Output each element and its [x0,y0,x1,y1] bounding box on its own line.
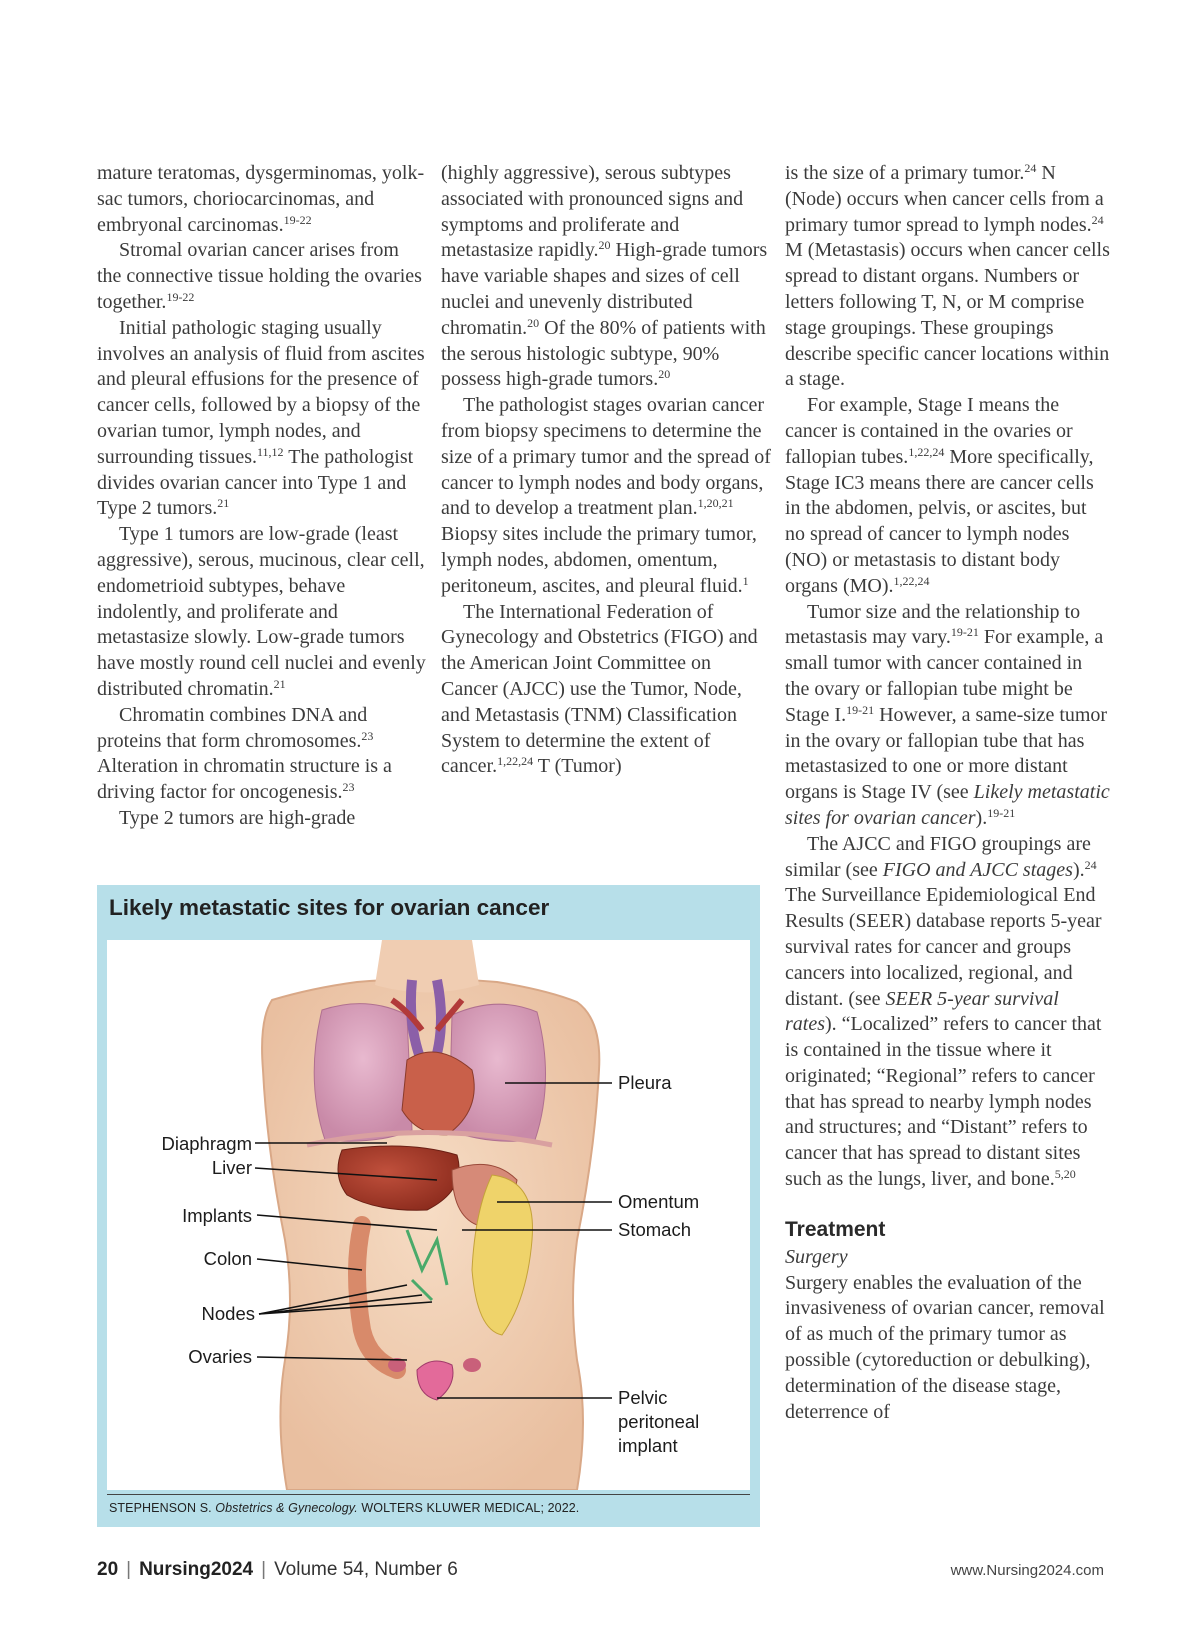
paragraph: Stromal ovarian cancer arises from the connective tissue holding the ovaries together.$^{19-22}$ [97,239,422,313]
paragraph: Initial pathologic staging usually involves an analysis of fluid from ascites and pleural effusions for the presence of cancer cells, followed by a biopsy of the ovarian tumor, lymph nodes, and surrounding tissues.$^{11,12}$ The pathologist divides ovarian cancer into Type 1 and Type 2 tumors.$^{21}$ [97,316,425,520]
label-pelvic-peritoneal-implant: Pelvic peritoneal implant [618,1387,700,1456]
label-pleura: Pleura [618,1072,672,1093]
journal-name: Nursing2024 [139,1559,254,1580]
table-reference: FIGO and AJCC stages [882,858,1073,881]
paragraph: The pathologist stages ovarian cancer from biopsy specimens to determine the size of a primary tumor and the spread of cancer to lymph nodes and body organs, and to develop a treatment plan.$^{1,20,21}$ Biopsy sites include the primary tumor, lymph nodes, abdomen, omentum, peritoneum, ascites, and pleural fluid.$^1$ [441,394,771,597]
label-implants: Implants [182,1205,252,1226]
ovary-right [463,1358,481,1372]
text-column-1 [97,161,427,832]
table-reference: SEER 5-year survival rates [785,987,1059,1036]
text-column-2 [441,161,771,780]
label-colon: Colon [203,1248,252,1269]
label-nodes: Nodes [201,1303,255,1324]
paragraph: Type 1 tumors are low-grade (least aggressive), serous, mucinous, clear cell, endometrioid subtypes, behave indolently, and proliferate and metastasize slowly. Low-grade tumors have mostly round cell nuclei and evenly distributed chromatin.$^{21}$ [97,523,426,700]
left-lung [314,1004,412,1142]
paragraph: (highly aggressive), serous subtypes associated with pronounced signs and symptoms and proliferate and metastasize rapidly.$^{20}$ High-grade tumors have variable shapes and sizes of cell nuclei and unevenly distributed chromatin.$^{20}$ Of the 80% of patients with the serous histologic subtype, 90% possess high-grade tumors.$^{20}$ [441,162,768,391]
paragraph: Tumor size and the relationship to metastasis may vary.$^{19-21}$ For example, a small tumor with cancer contained in the ovary or fallopian tube might be Stage I.$^{19-21}$ However, a same-size tumor in the ovary or fallopian tube that has metastasized to one or more distant organs is Stage IV (see Likely metastatic sites for ovarian cancer).$^{19-21}$ [785,600,1110,829]
figure-box [97,885,760,1527]
label-ovaries: Ovaries [188,1346,252,1367]
figure-illustration [107,940,750,1490]
paragraph: The AJCC and FIGO groupings are similar (see FIGO and AJCC stages).$^{24}$ The Surveillance Epidemiological End Results (SEER) database reports 5-year survival rates for cancer and groups cancers into localized, regional, and distant. (see SEER 5-year survival rates). “Localized” refers to cancer that is contained in the tissue where it originated; “Regional” refers to cancer that has spread to nearby lymph nodes and structures; and “Distant” refers to cancer that has spread to distant sites such as the lungs, liver, and bone.$^{5,20}$ [785,832,1102,1191]
neck [375,940,479,993]
section-heading: Treatment [785,1217,886,1241]
subheading: Surgery [785,1245,848,1268]
paragraph: mature teratomas, dysgerminomas, yolk-sac tumors, choriocarcinomas, and embryonal carcinomas.$^{19-22}$ [97,162,425,236]
label-stomach: Stomach [618,1219,692,1240]
figure-title: Likely metastatic sites for ovarian cancer [109,895,550,920]
label-diaphragm: Diaphragm [161,1133,252,1154]
paragraph: is the size of a primary tumor.$^{24}$ N (Node) occurs when cancer cells from a primary tumor spread to lymph nodes.$^{24}$ M (Metastasis) occurs when cancer cells spread to distant organs. Numbers or letters following T, N, or M comprise stage groupings. These groupings describe specific cancer locations within a stage. [785,161,1110,391]
journal-url[interactable]: www.Nursing2024.com [950,1562,1104,1579]
label-omentum: Omentum [618,1191,700,1212]
paragraph: Type 2 tumors are high-grade [119,806,356,829]
figure-reference: Likely metastatic sites for ovarian cancer [785,781,1110,829]
paragraph: The International Federation of Gynecology and Obstetrics (FIGO) and the American Joint Committee on Cancer (AJCC) use the Tumor, Node, and Metastasis (TNM) Classification System to determine the extent of cancer.$^{1,22,24}$ T (Tumor) [441,600,758,778]
text-column-3 [785,161,1110,1425]
page-footer: 20 | Nursing2024 | Volume 54, Number 6 [97,1559,458,1580]
label-liver: Liver [211,1157,252,1178]
figure-credit: STEPHENSON S. Obstetrics & Gynecology. WOLTERS KLUWER MEDICAL; 2022. [109,1501,580,1515]
paragraph: Chromatin combines DNA and proteins that form chromosomes.$^{23}$ Alteration in chromatin structure is a driving factor for oncogenesis.$^{23}$ [97,703,392,804]
figure-divider [107,1494,750,1495]
volume-info: Volume 54, Number 6 [274,1559,458,1580]
paragraph: Surgery enables the evaluation of the invasiveness of ovarian cancer, removal of as much of the primary tumor as possible (cytoreduction or debulking), determination of the disease stage, deterrence of [785,1271,1105,1423]
page-number: 20 [97,1559,119,1580]
paragraph: For example, Stage I means the cancer is contained in the ovaries or fallopian tubes.$^{1,22,24}$ More specifically, Stage IC3 means there are cancer cells in the abdomen, pelvis, or ascites, but no spread of cancer to lymph nodes (NO) or metastasis to distant body organs (MO).$^{1,22,24}$ [785,394,1094,597]
